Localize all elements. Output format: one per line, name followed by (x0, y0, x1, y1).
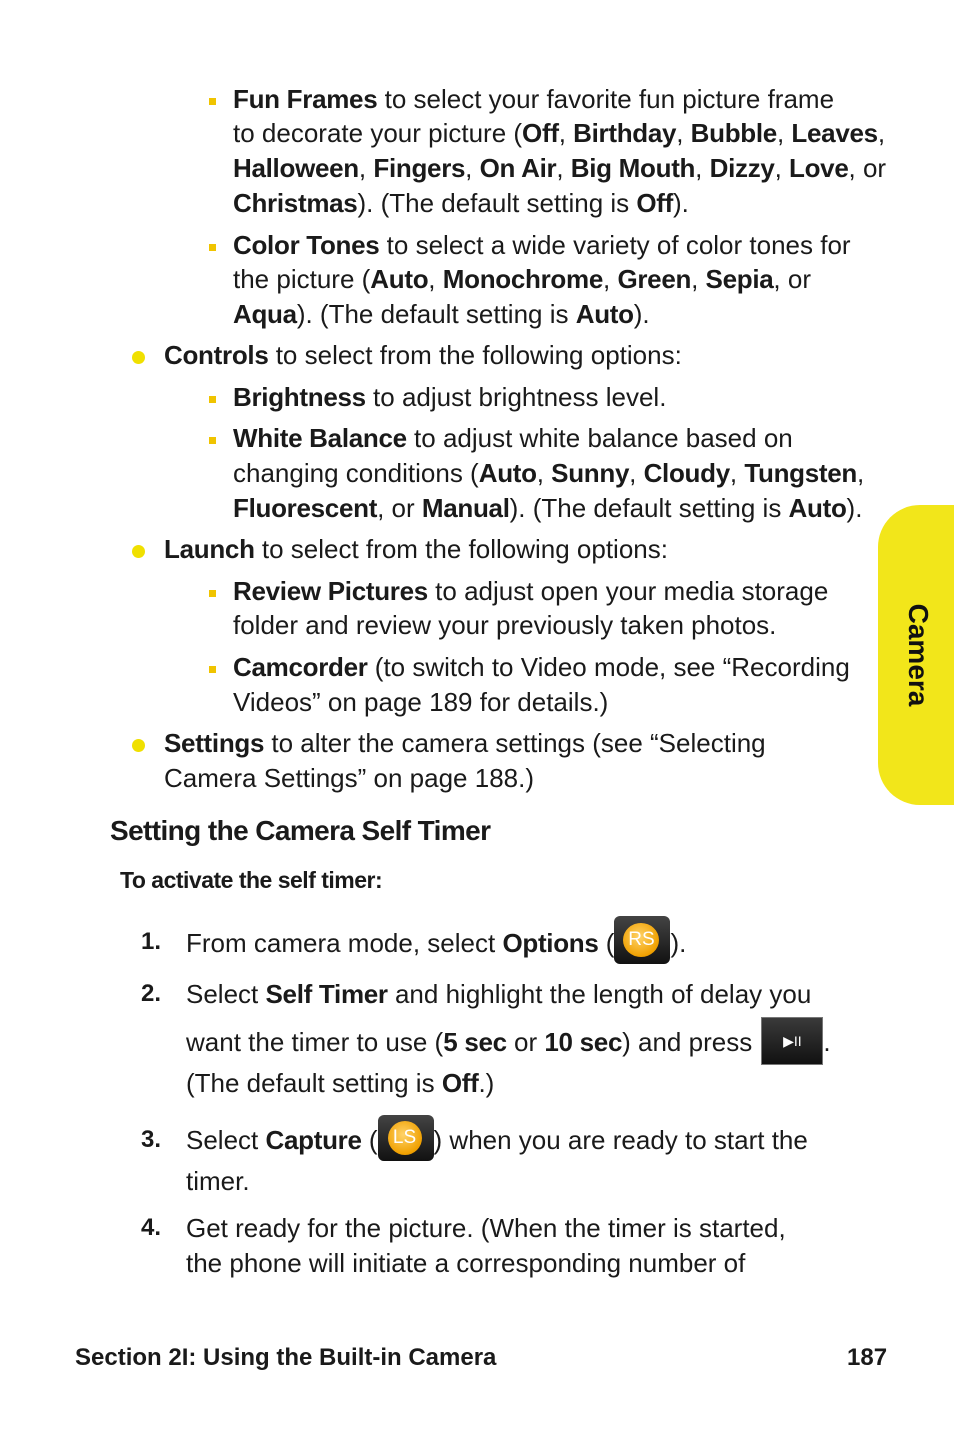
procedure-heading: To activate the self timer: (120, 867, 383, 893)
color-tones-line-2: the picture (Auto, Monochrome, Green, Sepia, or (233, 264, 811, 294)
brightness-item: Brightness to adjust brightness level. (233, 382, 667, 412)
main-bullet (132, 545, 145, 558)
step-3-line-1: Select Capture ( LS ) when you are ready to start the (186, 1123, 808, 1161)
section-heading: Setting the Camera Self Timer (110, 815, 491, 846)
white-balance-line-3: Fluorescent, or Manual). (The default setting is Auto). (233, 493, 863, 523)
review-pictures-line-1: Review Pictures to adjust open your media storage (233, 576, 829, 606)
launch-item: Launch to select from the following options: (164, 534, 668, 564)
main-bullet (132, 351, 145, 364)
controls-item: Controls to select from the following options: (164, 340, 682, 370)
white-balance-line-1: White Balance to adjust white balance based on (233, 423, 793, 453)
step-4-line-2: the phone will initiate a corresponding number of (186, 1248, 746, 1278)
step-number: 1. (141, 928, 162, 955)
sub-bullet (209, 590, 216, 597)
page-number: 187 (847, 1344, 888, 1371)
color-tones-line-3: Aqua). (The default setting is Auto). (233, 299, 650, 329)
section-tab-label: Camera (903, 603, 934, 707)
left-softkey-icon: LS (378, 1115, 434, 1161)
menu-ok-key-icon: ▶II (761, 1017, 823, 1065)
settings-line-1: Settings to alter the camera settings (see “Selecting (164, 728, 766, 758)
camcorder-line-2: Videos” on page 189 for details.) (233, 687, 609, 717)
review-pictures-line-2: folder and review your previously taken photos. (233, 610, 777, 640)
footer-section-title: Section 2I: Using the Built-in Camera (75, 1344, 497, 1371)
step-2-line-2: want the timer to use (5 sec or 10 sec) and press ▶II . (186, 1023, 831, 1065)
fun-frames-line-3: Halloween, Fingers, On Air, Big Mouth, Dizzy, Love, or (233, 153, 887, 183)
white-balance-line-2: changing conditions (Auto, Sunny, Cloudy, Tungsten, (233, 458, 865, 488)
sub-bullet (209, 666, 216, 673)
fun-frames-line-1: Fun Frames to select your favorite fun picture frame (233, 84, 835, 114)
sub-bullet (209, 437, 216, 444)
step-number: 4. (141, 1214, 162, 1241)
main-bullet (132, 739, 145, 752)
step-4-line-1: Get ready for the picture. (When the timer is started, (186, 1213, 786, 1243)
fun-frames-line-4: Christmas). (The default setting is Off). (233, 188, 689, 218)
right-softkey-icon: RS (614, 916, 670, 964)
step-number: 2. (141, 980, 162, 1007)
sub-bullet (209, 244, 216, 251)
color-tones-line-1: Color Tones to select a wide variety of color tones for (233, 230, 851, 260)
step-2-line-3: (The default setting is Off.) (186, 1068, 495, 1098)
fun-frames-line-2: to decorate your picture (Off, Birthday, Bubble, Leaves, (233, 118, 886, 148)
step-1-text: From camera mode, select Options ( RS ). (186, 925, 686, 964)
step-3-line-2: timer. (186, 1166, 250, 1196)
settings-line-2: Camera Settings” on page 188.) (164, 763, 534, 793)
step-number: 3. (141, 1126, 162, 1153)
sub-bullet (209, 396, 216, 403)
camcorder-line-1: Camcorder (to switch to Video mode, see “Recording (233, 652, 850, 682)
step-2-line-1: Select Self Timer and highlight the length of delay you (186, 979, 812, 1009)
sub-bullet (209, 98, 216, 105)
